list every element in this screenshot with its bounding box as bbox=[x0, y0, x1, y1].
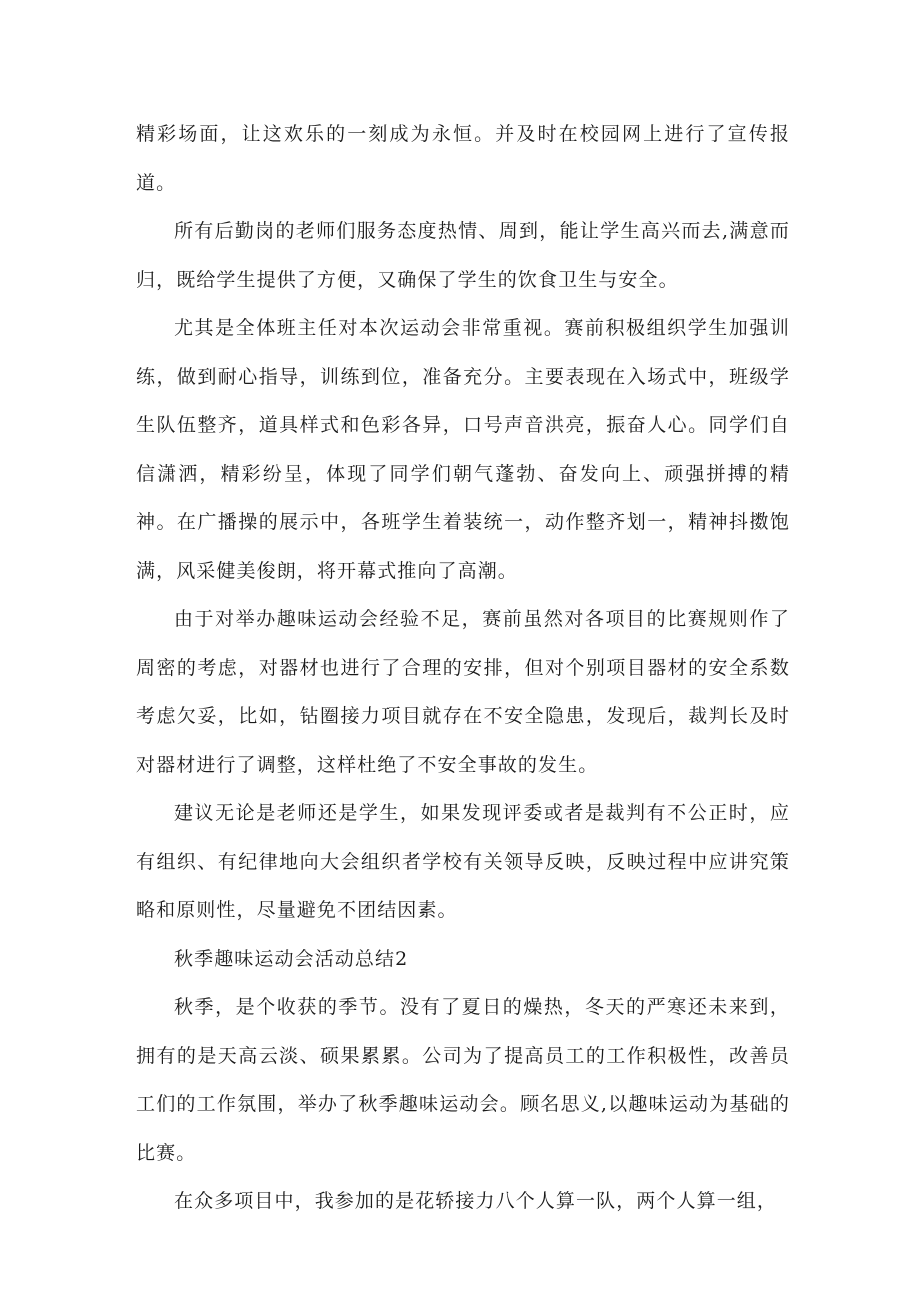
paragraph-6: 秋季，是个收获的季节。没有了夏日的燥热，冬天的严寒还未来到，拥有的是天高云淡、硕果累累。公司为了提高员工的工作积极性，改善员工们的工作氛围，举办了秋季趣味运动会。顾名思义,以趣味运动为基础的比赛。 bbox=[136, 996, 790, 1164]
paragraph-5: 建议无论是老师还是学生，如果发现评委或者是裁判有不公正时，应有组织、有纪律地向大会组织者学校有关领导反映，反映过程中应讲究策略和原则性，尽量避免不团结因素。 bbox=[136, 802, 790, 921]
section-heading: 秋季趣味运动会活动总结2 bbox=[174, 947, 409, 970]
paragraph-4: 由于对举办趣味运动会经验不足，赛前虽然对各项目的比赛规则作了周密的考虑，对器材也进行了合理的安排，但对个别项目器材的安全系数考虑欠妥，比如，钻圈接力项目就存在不安全隐患，发现后，裁判长及时对器材进行了调整，这样杜绝了不安全事故的发生。 bbox=[136, 608, 790, 776]
paragraph-2: 所有后勤岗的老师们服务态度热情、周到，能让学生高兴而去,满意而归，既给学生提供了方便，又确保了学生的饮食卫生与安全。 bbox=[136, 220, 790, 291]
paragraph-1: 精彩场面，让这欢乐的一刻成为永恒。并及时在校园网上进行了宣传报道。 bbox=[136, 123, 790, 194]
document-body bbox=[136, 110, 790, 1226]
paragraph-3: 尤其是全体班主任对本次运动会非常重视。赛前积极组织学生加强训练，做到耐心指导，训练到位，准备充分。主要表现在入场式中，班级学生队伍整齐，道具样式和色彩各异，口号声音洪亮，振奋人心。同学们自信潇洒，精彩纷呈，体现了同学们朝气蓬勃、奋发向上、顽强拼搏的精神。在广播操的展示中，各班学生着装统一，动作整齐划一，精神抖擞饱满，风采健美俊朗，将开幕式推向了高潮。 bbox=[136, 317, 790, 582]
paragraph-7: 在众多项目中，我参加的是花轿接力八个人算一队，两个人算一组， bbox=[174, 1190, 778, 1212]
